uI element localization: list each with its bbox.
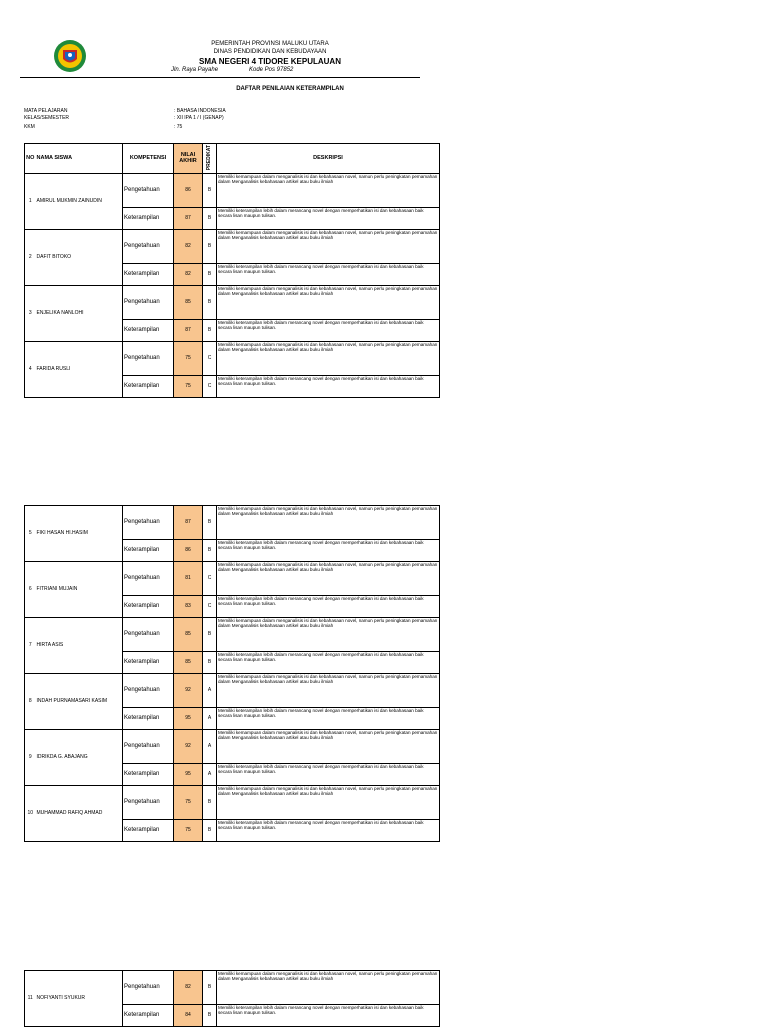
- student-no: 3: [25, 286, 36, 342]
- deskripsi-pengetahuan: Memiliki kemampuan dalam menganalisis isi dan kebahasaan novel, namun perlu peningkatan pemamahan dalam Menganalisis kebahasaan artikel atau buku ilmiah: [217, 971, 440, 1005]
- nilai-keterampilan: 83: [174, 596, 203, 618]
- nilai-pengetahuan: 92: [174, 674, 203, 708]
- school-name: SMA NEGERI 4 TIDORE KEPULAUAN: [199, 57, 341, 66]
- student-name: MUHAMMAD RAFIQ AHMAD: [36, 786, 123, 842]
- kompetensi-pengetahuan: Pengetahuan: [123, 674, 174, 708]
- grade-table-2: [24, 505, 440, 842]
- deskripsi-keterampilan: Memiliki keterampilan lebih dalam merancang novel dengan memperhatikan isi dan kebahasaan baik secara lisan maupun tulisan.: [217, 376, 440, 398]
- header-dept: DINAS PENDIDIKAN DAN KEBUDAYAAN: [213, 49, 327, 55]
- predikat-pengetahuan: B: [203, 618, 217, 652]
- nilai-keterampilan: 75: [174, 376, 203, 398]
- class-label: KELAS/SEMESTER: [24, 115, 70, 121]
- kompetensi-keterampilan: Keterampilan: [123, 320, 174, 342]
- kkm-value: : 75: [174, 124, 183, 130]
- student-name: DAFIT BITOKO: [36, 230, 123, 286]
- nilai-keterampilan: 84: [174, 1005, 203, 1027]
- student-no: 11: [25, 971, 36, 1027]
- deskripsi-keterampilan: Memiliki keterampilan lebih dalam merancang novel dengan memperhatikan isi dan kebahasaan baik secara lisan maupun tulisan.: [217, 540, 440, 562]
- col-pred: [203, 144, 217, 174]
- col-no: NO: [25, 144, 36, 174]
- student-no: 2: [25, 230, 36, 286]
- student-name: FIKI HASAN HI.HASIM: [36, 506, 123, 562]
- predikat-keterampilan: A: [203, 764, 217, 786]
- table-row: [25, 342, 440, 376]
- nilai-keterampilan: 95: [174, 708, 203, 730]
- nilai-keterampilan: 86: [174, 540, 203, 562]
- nilai-keterampilan: 82: [174, 264, 203, 286]
- kompetensi-keterampilan: Keterampilan: [123, 764, 174, 786]
- kompetensi-keterampilan: Keterampilan: [123, 208, 174, 230]
- kompetensi-keterampilan: Keterampilan: [123, 264, 174, 286]
- table-row: [25, 971, 440, 1005]
- school-logo: [53, 39, 87, 73]
- deskripsi-keterampilan: Memiliki keterampilan lebih dalam merancang novel dengan memperhatikan isi dan kebahasaan baik secara lisan maupun tulisan.: [217, 652, 440, 674]
- kompetensi-pengetahuan: Pengetahuan: [123, 230, 174, 264]
- kompetensi-pengetahuan: Pengetahuan: [123, 618, 174, 652]
- table-row: [25, 674, 440, 708]
- predikat-keterampilan: B: [203, 540, 217, 562]
- table-row: [25, 786, 440, 820]
- student-name: ENJELIKA NANLOHI: [36, 286, 123, 342]
- kompetensi-pengetahuan: Pengetahuan: [123, 174, 174, 208]
- predikat-pengetahuan: C: [203, 342, 217, 376]
- deskripsi-keterampilan: Memiliki keterampilan lebih dalam merancang novel dengan memperhatikan isi dan kebahasaan baik secara lisan maupun tulisan.: [217, 1005, 440, 1027]
- predikat-pengetahuan: B: [203, 786, 217, 820]
- deskripsi-keterampilan: Memiliki keterampilan lebih dalam merancang novel dengan memperhatikan isi dan kebahasaan baik secara lisan maupun tulisan.: [217, 320, 440, 342]
- student-name: FARIDA RUSLI: [36, 342, 123, 398]
- nilai-keterampilan: 85: [174, 652, 203, 674]
- predikat-pengetahuan: A: [203, 730, 217, 764]
- header-gov: PEMERINTAH PROVINSI MALUKU UTARA: [211, 41, 329, 47]
- predikat-keterampilan: B: [203, 820, 217, 842]
- kompetensi-pengetahuan: Pengetahuan: [123, 286, 174, 320]
- kompetensi-keterampilan: Keterampilan: [123, 652, 174, 674]
- table-row: [25, 174, 440, 208]
- predikat-keterampilan: C: [203, 596, 217, 618]
- predikat-pengetahuan: B: [203, 230, 217, 264]
- kompetensi-pengetahuan: Pengetahuan: [123, 786, 174, 820]
- kompetensi-keterampilan: Keterampilan: [123, 1005, 174, 1027]
- kompetensi-pengetahuan: Pengetahuan: [123, 342, 174, 376]
- predikat-pengetahuan: B: [203, 286, 217, 320]
- col-name: NAMA SISWA: [36, 144, 123, 174]
- student-no: 4: [25, 342, 36, 398]
- deskripsi-pengetahuan: Memiliki kemampuan dalam menganalisis isi dan kebahasaan novel, namun perlu peningkatan pemamahan dalam Menganalisis kebahasaan artikel atau buku ilmiah: [217, 786, 440, 820]
- deskripsi-keterampilan: Memiliki keterampilan lebih dalam merancang novel dengan memperhatikan isi dan kebahasaan baik secara lisan maupun tulisan.: [217, 764, 440, 786]
- table-row: [25, 506, 440, 540]
- page-title: DAFTAR PENILAIAN KETERAMPILAN: [236, 86, 344, 92]
- student-no: 7: [25, 618, 36, 674]
- kkm-label: KKM: [24, 124, 35, 130]
- nilai-pengetahuan: 85: [174, 618, 203, 652]
- predikat-pengetahuan: B: [203, 506, 217, 540]
- table-row: [25, 230, 440, 264]
- student-no: 1: [25, 174, 36, 230]
- school-address: Jln. Raya Payahe: [171, 67, 219, 73]
- student-name: IDRIKDA G. ABAJANG: [36, 730, 123, 786]
- kompetensi-keterampilan: Keterampilan: [123, 540, 174, 562]
- student-no: 9: [25, 730, 36, 786]
- deskripsi-pengetahuan: Memiliki kemampuan dalam menganalisis isi dan kebahasaan novel, namun perlu peningkatan pemamahan dalam Menganalisis kebahasaan artikel atau buku ilmiah: [217, 562, 440, 596]
- kompetensi-pengetahuan: Pengetahuan: [123, 971, 174, 1005]
- predikat-keterampilan: B: [203, 320, 217, 342]
- predikat-keterampilan: B: [203, 264, 217, 286]
- predikat-pengetahuan: B: [203, 971, 217, 1005]
- nilai-pengetahuan: 86: [174, 174, 203, 208]
- deskripsi-keterampilan: Memiliki keterampilan lebih dalam merancang novel dengan memperhatikan isi dan kebahasaan baik secara lisan maupun tulisan.: [217, 264, 440, 286]
- nilai-keterampilan: 87: [174, 208, 203, 230]
- grade-table-3: [24, 970, 440, 1027]
- predikat-keterampilan: B: [203, 1005, 217, 1027]
- nilai-keterampilan: 95: [174, 764, 203, 786]
- student-no: 5: [25, 506, 36, 562]
- table-row: [25, 286, 440, 320]
- nilai-pengetahuan: 75: [174, 786, 203, 820]
- nilai-pengetahuan: 81: [174, 562, 203, 596]
- nilai-pengetahuan: 82: [174, 230, 203, 264]
- predikat-keterampilan: A: [203, 708, 217, 730]
- student-name: NOFIYANTI SYUKUR: [36, 971, 123, 1027]
- col-pred-label: PREDIKAT: [205, 144, 212, 170]
- col-nilai: NILAI AKHIR: [174, 144, 203, 174]
- predikat-keterampilan: B: [203, 208, 217, 230]
- student-name: INDAH PURNAMASARI KASIM: [36, 674, 123, 730]
- deskripsi-pengetahuan: Memiliki kemampuan dalam menganalisis isi dan kebahasaan novel, namun perlu peningkatan pemamahan dalam Menganalisis kebahasaan artikel atau buku ilmiah: [217, 674, 440, 708]
- predikat-pengetahuan: A: [203, 674, 217, 708]
- grade-table-1: [24, 143, 440, 398]
- deskripsi-pengetahuan: Memiliki kemampuan dalam menganalisis isi dan kebahasaan novel, namun perlu peningkatan pemamahan dalam Menganalisis kebahasaan artikel atau buku ilmiah: [217, 174, 440, 208]
- deskripsi-keterampilan: Memiliki keterampilan lebih dalam merancang novel dengan memperhatikan isi dan kebahasaan baik secara lisan maupun tulisan.: [217, 820, 440, 842]
- student-name: FITRIANI MUJAIN: [36, 562, 123, 618]
- col-desk: DESKRIPSI: [217, 144, 440, 174]
- nilai-pengetahuan: 92: [174, 730, 203, 764]
- header-rule: [20, 77, 420, 78]
- table-row: [25, 562, 440, 596]
- deskripsi-pengetahuan: Memiliki kemampuan dalam menganalisis isi dan kebahasaan novel, namun perlu peningkatan pemamahan dalam Menganalisis kebahasaan artikel atau buku ilmiah: [217, 230, 440, 264]
- kompetensi-keterampilan: Keterampilan: [123, 596, 174, 618]
- subject-value: : BAHASA INDONESIA: [174, 108, 226, 114]
- deskripsi-keterampilan: Memiliki keterampilan lebih dalam merancang novel dengan memperhatikan isi dan kebahasaan baik secara lisan maupun tulisan.: [217, 208, 440, 230]
- predikat-pengetahuan: C: [203, 562, 217, 596]
- student-name: HIRTA ASIS: [36, 618, 123, 674]
- kompetensi-keterampilan: Keterampilan: [123, 708, 174, 730]
- deskripsi-pengetahuan: Memiliki kemampuan dalam menganalisis isi dan kebahasaan novel, namun perlu peningkatan pemamahan dalam Menganalisis kebahasaan artikel atau buku ilmiah: [217, 618, 440, 652]
- table-row: [25, 618, 440, 652]
- kompetensi-pengetahuan: Pengetahuan: [123, 562, 174, 596]
- deskripsi-pengetahuan: Memiliki kemampuan dalam menganalisis isi dan kebahasaan novel, namun perlu peningkatan pemamahan dalam Menganalisis kebahasaan artikel atau buku ilmiah: [217, 506, 440, 540]
- table-row: [25, 730, 440, 764]
- col-komp: KOMPETENSI: [123, 144, 174, 174]
- school-postcode: Kode Pos 97852: [249, 67, 294, 73]
- deskripsi-keterampilan: Memiliki keterampilan lebih dalam merancang novel dengan memperhatikan isi dan kebahasaan baik secara lisan maupun tulisan.: [217, 708, 440, 730]
- nilai-keterampilan: 87: [174, 320, 203, 342]
- nilai-pengetahuan: 87: [174, 506, 203, 540]
- student-name: AMIRUL MUKMIN ZAINUDIN: [36, 174, 123, 230]
- kompetensi-pengetahuan: Pengetahuan: [123, 730, 174, 764]
- predikat-keterampilan: B: [203, 652, 217, 674]
- student-no: 8: [25, 674, 36, 730]
- nilai-pengetahuan: 82: [174, 971, 203, 1005]
- nilai-pengetahuan: 85: [174, 286, 203, 320]
- deskripsi-pengetahuan: Memiliki kemampuan dalam menganalisis isi dan kebahasaan novel, namun perlu peningkatan pemamahan dalam Menganalisis kebahasaan artikel atau buku ilmiah: [217, 286, 440, 320]
- nilai-pengetahuan: 75: [174, 342, 203, 376]
- student-no: 10: [25, 786, 36, 842]
- class-value: : XII IPA 1 / I (GENAP): [174, 115, 224, 121]
- deskripsi-keterampilan: Memiliki keterampilan lebih dalam merancang novel dengan memperhatikan isi dan kebahasaan baik secara lisan maupun tulisan.: [217, 596, 440, 618]
- kompetensi-keterampilan: Keterampilan: [123, 820, 174, 842]
- predikat-pengetahuan: B: [203, 174, 217, 208]
- kompetensi-pengetahuan: Pengetahuan: [123, 506, 174, 540]
- student-no: 6: [25, 562, 36, 618]
- deskripsi-pengetahuan: Memiliki kemampuan dalam menganalisis isi dan kebahasaan novel, namun perlu peningkatan pemamahan dalam Menganalisis kebahasaan artikel atau buku ilmiah: [217, 730, 440, 764]
- deskripsi-pengetahuan: Memiliki kemampuan dalam menganalisis isi dan kebahasaan novel, namun perlu peningkatan pemamahan dalam Menganalisis kebahasaan artikel atau buku ilmiah: [217, 342, 440, 376]
- subject-label: MATA PELAJARAN: [24, 108, 68, 114]
- predikat-keterampilan: C: [203, 376, 217, 398]
- nilai-keterampilan: 75: [174, 820, 203, 842]
- kompetensi-keterampilan: Keterampilan: [123, 376, 174, 398]
